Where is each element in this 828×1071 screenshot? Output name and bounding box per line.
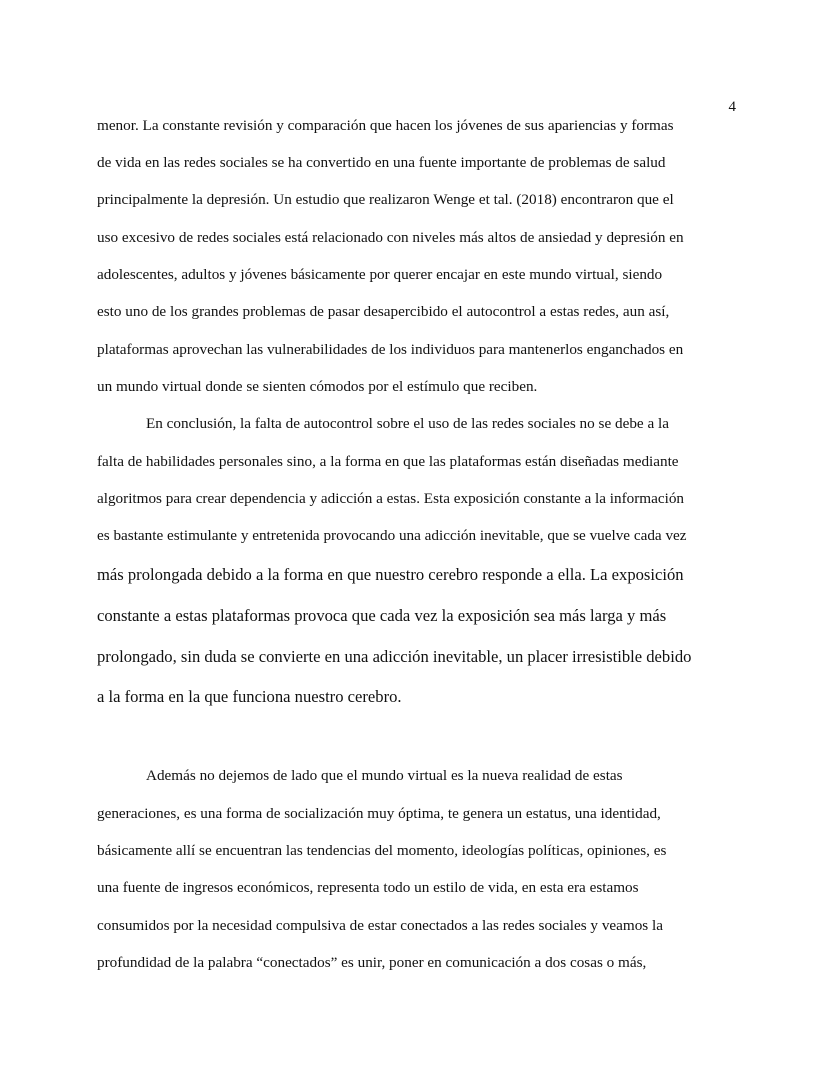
text-line: un mundo virtual donde se sienten cómodos por el estímulo que reciben. — [97, 378, 538, 395]
text-line: adolescentes, adultos y jóvenes básicamente por querer encajar en este mundo virtual, siendo — [97, 266, 663, 283]
text-line: uso excesivo de redes sociales está relacionado con niveles más altos de ansiedad y depresión en — [97, 229, 684, 246]
text-line: de vida en las redes sociales se ha convertido en una fuente importante de problemas de salud — [97, 154, 666, 171]
text-line: Además no dejemos de lado que el mundo virtual es la nueva realidad de estas — [146, 767, 623, 784]
text-line: consumidos por la necesidad compulsiva de estar conectados a las redes sociales y veamos la — [97, 917, 663, 934]
text-line: a la forma en la que funciona nuestro cerebro. — [97, 687, 402, 706]
text-line: principalmente la depresión. Un estudio que realizaron Wenge et tal. (2018) encontraron que el — [97, 191, 674, 208]
text-line: prolongado, sin duda se convierte en una adicción inevitable, un placer irresistible debido — [97, 647, 692, 666]
text-line: generaciones, es una forma de socialización muy óptima, te genera un estatus, una identidad, — [97, 805, 661, 822]
text-line: más prolongada debido a la forma en que nuestro cerebro responde a ella. La exposición — [97, 565, 684, 584]
text-line: plataformas aprovechan las vulnerabilidades de los individuos para mantenerlos enganchados en — [97, 341, 684, 358]
page-number: 4 — [728, 99, 736, 115]
text-line: esto uno de los grandes problemas de pasar desapercibido el autocontrol a estas redes, aun así, — [97, 303, 670, 320]
text-line: básicamente allí se encuentran las tendencias del momento, ideologías políticas, opiniones, es — [97, 842, 667, 859]
text-line: profundidad de la palabra “conectados” es unir, poner en comunicación a dos cosas o más, — [97, 954, 647, 971]
text-line: falta de habilidades personales sino, a la forma en que las plataformas están diseñadas mediante — [97, 453, 679, 470]
text-line: una fuente de ingresos económicos, representa todo un estilo de vida, en esta era estamos — [97, 879, 639, 896]
text-line: es bastante estimulante y entretenida provocando una adicción inevitable, que se vuelve cada vez — [97, 527, 687, 544]
text-line: constante a estas plataformas provoca que cada vez la exposición sea más larga y más — [97, 606, 667, 625]
text-line: algoritmos para crear dependencia y adicción a estas. Esta exposición constante a la información — [97, 490, 685, 507]
text-line: menor. La constante revisión y comparación que hacen los jóvenes de sus apariencias y formas — [97, 117, 674, 134]
text-line: En conclusión, la falta de autocontrol sobre el uso de las redes sociales no se debe a la — [146, 415, 669, 432]
